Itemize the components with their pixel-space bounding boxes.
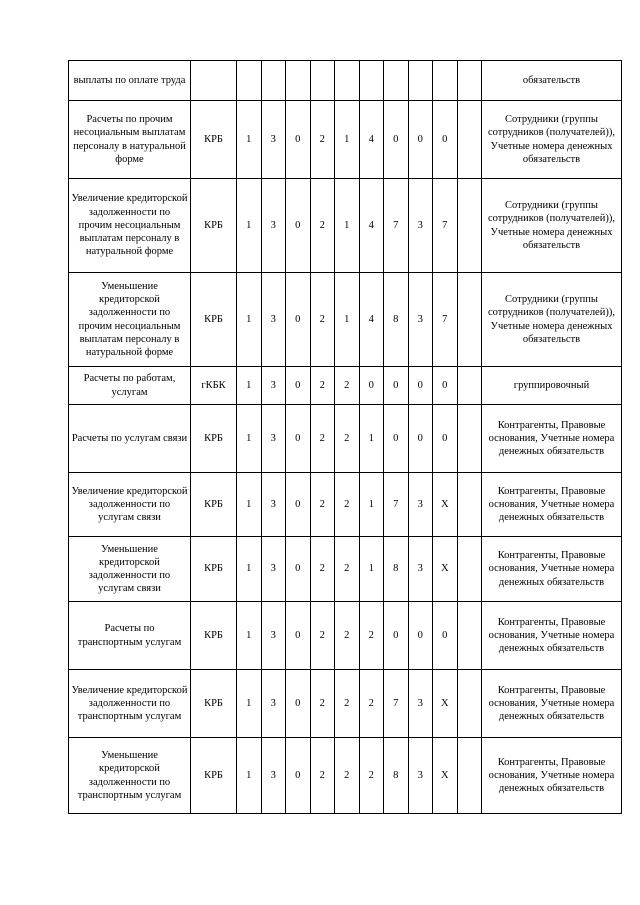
account-digit-cell (457, 367, 482, 405)
account-digit-cell: 3 (261, 738, 286, 814)
account-digit-cell: 0 (384, 405, 409, 473)
analytic-accounting-cell: Сотрудники (группы сотрудников (получателей)), Учетные номера денежных обязательств (482, 273, 622, 367)
account-digit-cell: 7 (433, 179, 458, 273)
account-digit-cell (359, 61, 384, 101)
account-digit-cell: 2 (335, 738, 360, 814)
account-digit-cell: 3 (408, 738, 433, 814)
analytic-accounting-cell: Сотрудники (группы сотрудников (получателей)), Учетные номера денежных обязательств (482, 101, 622, 179)
account-digit-cell: 3 (408, 473, 433, 537)
account-digit-cell: 2 (335, 602, 360, 670)
table-row (69, 61, 622, 101)
account-digit-cell (457, 101, 482, 179)
account-name-cell: Расчеты по услугам связи (69, 405, 191, 473)
account-digit-cell: 1 (237, 537, 262, 602)
account-digit-cell (335, 61, 360, 101)
table-row (69, 367, 622, 405)
analytic-accounting-cell: Контрагенты, Правовые основания, Учетные номера денежных обязательств (482, 473, 622, 537)
account-digit-cell: 0 (286, 602, 311, 670)
account-digit-cell: 0 (408, 101, 433, 179)
table-row (69, 537, 622, 602)
account-digit-cell: 0 (433, 101, 458, 179)
account-digit-cell: Х (433, 473, 458, 537)
account-digit-cell (457, 738, 482, 814)
table-row (69, 670, 622, 738)
account-digit-cell: 4 (359, 101, 384, 179)
account-digit-cell: 4 (359, 179, 384, 273)
account-digit-cell: 8 (384, 537, 409, 602)
account-digit-cell (286, 61, 311, 101)
table-row (69, 602, 622, 670)
account-digit-cell: 1 (237, 367, 262, 405)
account-digit-cell: 3 (408, 537, 433, 602)
account-digit-cell: 1 (335, 101, 360, 179)
account-digit-cell: 2 (310, 405, 335, 473)
account-digit-cell: 3 (261, 602, 286, 670)
account-digit-cell: 3 (261, 367, 286, 405)
account-digit-cell: 2 (359, 738, 384, 814)
account-digit-cell: 7 (384, 179, 409, 273)
account-digit-cell: 2 (310, 367, 335, 405)
account-digit-cell: 1 (237, 738, 262, 814)
account-digit-cell: 1 (237, 405, 262, 473)
account-name-cell: Расчеты по прочим несоциальным выплатам персоналу в натуральной форме (69, 101, 191, 179)
account-digit-cell: 4 (359, 273, 384, 367)
account-digit-cell: 3 (408, 670, 433, 738)
accounts-table (68, 60, 622, 814)
table-row (69, 179, 622, 273)
analytic-accounting-cell: Контрагенты, Правовые основания, Учетные номера денежных обязательств (482, 602, 622, 670)
account-digit-cell: Х (433, 738, 458, 814)
account-digit-cell: 1 (359, 405, 384, 473)
table-row (69, 473, 622, 537)
account-digit-cell: 1 (359, 537, 384, 602)
kbk-cell: КРБ (191, 179, 237, 273)
account-digit-cell: 0 (384, 602, 409, 670)
account-digit-cell: 2 (310, 101, 335, 179)
account-digit-cell: 1 (237, 179, 262, 273)
account-digit-cell: 3 (261, 179, 286, 273)
account-digit-cell: 2 (335, 670, 360, 738)
analytic-accounting-cell: Сотрудники (группы сотрудников (получателей)), Учетные номера денежных обязательств (482, 179, 622, 273)
account-digit-cell: 2 (310, 602, 335, 670)
account-name-cell: Расчеты по работам, услугам (69, 367, 191, 405)
account-digit-cell: 0 (286, 101, 311, 179)
account-digit-cell (310, 61, 335, 101)
kbk-cell: КРБ (191, 738, 237, 814)
account-name-cell: Расчеты по транспортным услугам (69, 602, 191, 670)
account-digit-cell: 0 (408, 602, 433, 670)
account-digit-cell: 3 (261, 405, 286, 473)
account-digit-cell: 0 (286, 405, 311, 473)
analytic-accounting-cell: обязательств (482, 61, 622, 101)
kbk-cell: КРБ (191, 101, 237, 179)
account-digit-cell: 2 (310, 537, 335, 602)
account-digit-cell: 0 (384, 367, 409, 405)
account-name-cell: Увеличение кредиторской задолженности по услугам связи (69, 473, 191, 537)
kbk-cell: КРБ (191, 670, 237, 738)
account-digit-cell: 0 (286, 473, 311, 537)
account-digit-cell: 3 (261, 473, 286, 537)
table-row (69, 738, 622, 814)
account-digit-cell: 1 (237, 273, 262, 367)
account-digit-cell: 0 (433, 405, 458, 473)
account-digit-cell: 2 (335, 367, 360, 405)
account-digit-cell: 0 (408, 367, 433, 405)
kbk-cell: гКБК (191, 367, 237, 405)
account-digit-cell: Х (433, 670, 458, 738)
kbk-cell: КРБ (191, 405, 237, 473)
account-digit-cell: 0 (384, 101, 409, 179)
account-digit-cell: 0 (433, 367, 458, 405)
account-digit-cell: 0 (286, 738, 311, 814)
account-digit-cell: 0 (286, 670, 311, 738)
account-digit-cell: 2 (310, 273, 335, 367)
analytic-accounting-cell: Контрагенты, Правовые основания, Учетные номера денежных обязательств (482, 537, 622, 602)
account-digit-cell (261, 61, 286, 101)
account-digit-cell: 0 (433, 602, 458, 670)
account-digit-cell: 2 (310, 179, 335, 273)
account-digit-cell: 3 (408, 179, 433, 273)
account-digit-cell (457, 405, 482, 473)
account-digit-cell: 0 (359, 367, 384, 405)
account-digit-cell (408, 61, 433, 101)
account-digit-cell: 3 (408, 273, 433, 367)
account-digit-cell: 2 (310, 473, 335, 537)
kbk-cell: КРБ (191, 602, 237, 670)
analytic-accounting-cell: группировочный (482, 367, 622, 405)
account-digit-cell: 3 (261, 101, 286, 179)
account-name-cell: Уменьшение кредиторской задолженности по транспортным услугам (69, 738, 191, 814)
analytic-accounting-cell: Контрагенты, Правовые основания, Учетные номера денежных обязательств (482, 670, 622, 738)
account-digit-cell: 1 (237, 473, 262, 537)
account-digit-cell (457, 537, 482, 602)
account-digit-cell: 1 (359, 473, 384, 537)
account-name-cell: Уменьшение кредиторской задолженности по прочим несоциальным выплатам персоналу в натуральной форме (69, 273, 191, 367)
account-digit-cell: 2 (359, 670, 384, 738)
kbk-cell: КРБ (191, 473, 237, 537)
account-digit-cell: 0 (286, 273, 311, 367)
account-digit-cell: 0 (286, 179, 311, 273)
account-name-cell: Увеличение кредиторской задолженности по прочим несоциальным выплатам персоналу в натуральной форме (69, 179, 191, 273)
account-digit-cell: 2 (310, 738, 335, 814)
account-digit-cell: 2 (359, 602, 384, 670)
account-digit-cell: 7 (384, 473, 409, 537)
account-digit-cell (457, 273, 482, 367)
account-digit-cell (433, 61, 458, 101)
account-name-cell: Увеличение кредиторской задолженности по транспортным услугам (69, 670, 191, 738)
kbk-cell (191, 61, 237, 101)
account-digit-cell (457, 670, 482, 738)
account-digit-cell: 2 (310, 670, 335, 738)
account-name-cell: выплаты по оплате труда (69, 61, 191, 101)
analytic-accounting-cell: Контрагенты, Правовые основания, Учетные номера денежных обязательств (482, 405, 622, 473)
account-digit-cell: 1 (335, 179, 360, 273)
account-digit-cell: 1 (237, 101, 262, 179)
account-digit-cell: 2 (335, 405, 360, 473)
account-digit-cell (457, 179, 482, 273)
account-digit-cell (457, 602, 482, 670)
account-digit-cell: Х (433, 537, 458, 602)
table-row (69, 273, 622, 367)
kbk-cell: КРБ (191, 273, 237, 367)
account-digit-cell: 0 (408, 405, 433, 473)
account-digit-cell: 1 (237, 670, 262, 738)
account-digit-cell (457, 61, 482, 101)
account-digit-cell: 3 (261, 670, 286, 738)
account-digit-cell (384, 61, 409, 101)
account-digit-cell: 8 (384, 738, 409, 814)
table-row (69, 405, 622, 473)
account-digit-cell (457, 473, 482, 537)
kbk-cell: КРБ (191, 537, 237, 602)
account-digit-cell: 1 (237, 602, 262, 670)
account-digit-cell: 0 (286, 367, 311, 405)
account-digit-cell: 8 (384, 273, 409, 367)
account-name-cell: Уменьшение кредиторской задолженности по услугам связи (69, 537, 191, 602)
table-body (69, 61, 622, 814)
analytic-accounting-cell: Контрагенты, Правовые основания, Учетные номера денежных обязательств (482, 738, 622, 814)
table-row (69, 101, 622, 179)
account-digit-cell: 2 (335, 537, 360, 602)
account-digit-cell: 7 (384, 670, 409, 738)
account-digit-cell: 3 (261, 537, 286, 602)
account-digit-cell: 1 (335, 273, 360, 367)
account-digit-cell: 3 (261, 273, 286, 367)
account-digit-cell (237, 61, 262, 101)
account-digit-cell: 7 (433, 273, 458, 367)
account-digit-cell: 0 (286, 537, 311, 602)
account-digit-cell: 2 (335, 473, 360, 537)
